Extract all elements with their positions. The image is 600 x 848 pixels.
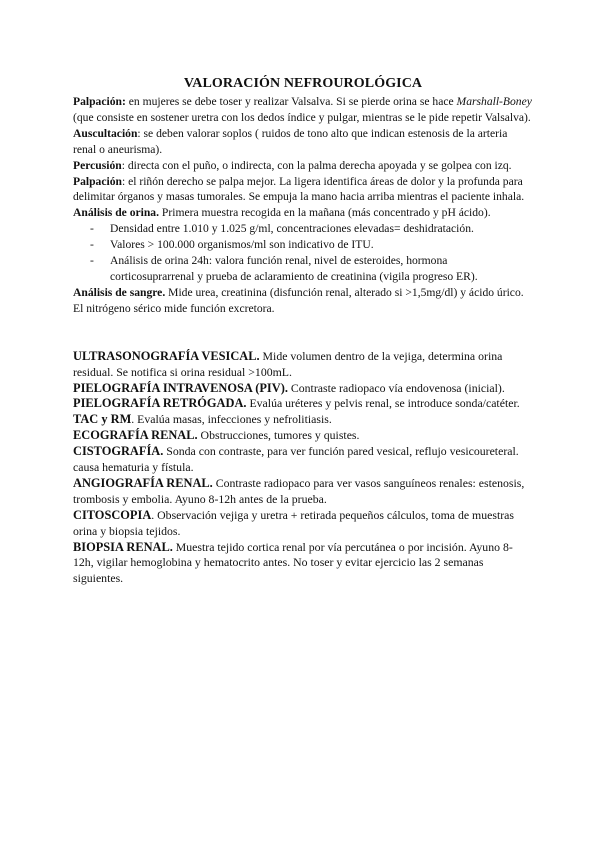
term-analisis-sangre: Análisis de sangre. (73, 285, 166, 299)
document-body (73, 75, 533, 587)
paragraph-analisis-orina (73, 205, 533, 221)
term-cistografia: CISTOGRAFÍA. (73, 444, 164, 459)
dash-bullet: - (90, 238, 94, 252)
text-cistografia: Sonda con contraste, para ver función pared vesical, reflujo vesicoureteral. causa hematuria y fístula. (73, 444, 519, 475)
term-analisis-orina: Análisis de orina. (73, 206, 160, 220)
paragraph-citoscopia (73, 508, 533, 540)
page-title: VALORACIÓN NEFROUROLÓGICA (183, 76, 423, 91)
paragraph-angiografia-renal (73, 476, 533, 508)
paragraph-pielografia-retrograda (73, 396, 533, 412)
text-citoscopia: . Observación vejiga y uretra + retirada pequeños cálculos, toma de muestras orina y biopsia tejidos. (73, 507, 514, 538)
term-auscultacion: Auscultación (73, 126, 138, 140)
paragraph-ultrasonografia (73, 349, 533, 381)
paragraph-analisis-sangre (73, 285, 533, 317)
text-palpacion-2: : el riñón derecho se palpa mejor. La ligera identifica áreas de dolor y la profunda para delimitar órganos y masas tumorales. Se empuja la mano hacia arriba mientras el paciente inhala. (73, 174, 525, 204)
text-analisis-sangre: Mide urea, creatinina (disfunción renal, alterado si >1,5mg/dl) y ácido úrico. El nitrógeno sérico mide función excretora. (73, 285, 524, 315)
list-item-text: Análisis de orina 24h: valora función renal, nivel de esteroides, hormona corticosuprarrenal y prueba de aclaramiento de creatinina (vigila progreso ER). (110, 254, 478, 283)
list-item (73, 237, 533, 253)
text-percusion: : directa con el puño, o indirecta, con la palma derecha apoyada y se golpea con izq. (121, 158, 512, 172)
term-percusion: Percusión (73, 158, 122, 172)
orina-list (73, 221, 533, 285)
text-ultrasonografia: Mide volumen dentro de la vejiga, determina orina residual. Se notifica si orina residual >100mL. (73, 348, 503, 379)
text-angiografia-renal: Contraste radiopaco para ver vasos sanguíneos renales: estenosis, trombosis y embolia. Ayuno 8-12h antes de la prueba. (73, 475, 525, 506)
paragraph-tac-rm (73, 412, 533, 428)
paragraph-cistografia (73, 444, 533, 476)
paragraph-palpacion-2 (73, 174, 533, 206)
paragraph-palpacion-1 (73, 94, 533, 126)
text-ecografia-renal: Obstrucciones, tumores y quistes. (197, 428, 360, 443)
section-gap (73, 317, 533, 333)
term-biopsia-renal: BIOPSIA RENAL. (73, 539, 173, 554)
term-palpacion-2: Palpación (73, 174, 122, 188)
list-item (73, 221, 533, 237)
list-item-text: Densidad entre 1.010 y 1.025 g/ml, concentraciones elevadas= deshidratación. (110, 222, 474, 236)
paragraph-percusion (73, 158, 533, 174)
dash-bullet: - (90, 222, 94, 236)
italic-marshall-boney: Marshall-Boney (456, 95, 532, 108)
term-piv: PIELOGRAFÍA INTRAVENOSA (PIV). (73, 380, 288, 395)
text-palpacion-1b: (que consiste en sostener uretra con los dedos índice y pulgar, mientras se le pide repetir Valsalva). (73, 110, 531, 124)
text-palpacion-1: en mujeres se debe toser y realizar Valsalva. Si se pierde orina se hace (125, 95, 457, 108)
list-item (73, 253, 533, 285)
list-item-text: Valores > 100.000 organismos/ml son indicativo de ITU. (110, 238, 374, 252)
text-piv: Contraste radiopaco vía endovenosa (inicial). (287, 380, 505, 395)
paragraph-piv (73, 381, 533, 397)
paragraph-biopsia-renal (73, 540, 533, 588)
section-gap (73, 333, 533, 349)
text-biopsia-renal: Muestra tejido cortica renal por vía percutánea o por incisión. Ayuno 8-12h, vigilar hemoglobina y hematocrito antes. No toser y evitar ejercicio las 2 semanas siguientes. (73, 539, 513, 586)
term-ultrasonografia: ULTRASONOGRAFÍA VESICAL. (73, 348, 260, 363)
paragraph-auscultacion (73, 126, 533, 158)
term-pielografia-retrograda: PIELOGRAFÍA RETRÓGADA. (73, 396, 247, 411)
term-ecografia-renal: ECOGRAFÍA RENAL. (73, 428, 198, 443)
term-tac-rm: TAC y RM (73, 412, 132, 427)
text-tac-rm: . Evalúa masas, infecciones y nefrolitiasis. (131, 412, 332, 427)
text-pielografia-retrograda: Evalúa uréteres y pelvis renal, se introduce sonda/catéter. (246, 396, 520, 411)
tests-section (73, 349, 533, 588)
text-analisis-orina: Primera muestra recogida en la mañana (más concentrado y pH ácido). (159, 206, 491, 220)
term-citoscopia: CITOSCOPIA (73, 507, 152, 522)
term-palpacion-1: Palpación: (73, 95, 126, 108)
paragraph-ecografia-renal (73, 428, 533, 444)
term-angiografia-renal: ANGIOGRAFÍA RENAL. (73, 475, 213, 490)
text-auscultacion: : se deben valorar soplos ( ruidos de tono alto que indican estenosis de la arteria renal o aneurisma). (73, 126, 508, 156)
dash-bullet: - (90, 254, 94, 268)
